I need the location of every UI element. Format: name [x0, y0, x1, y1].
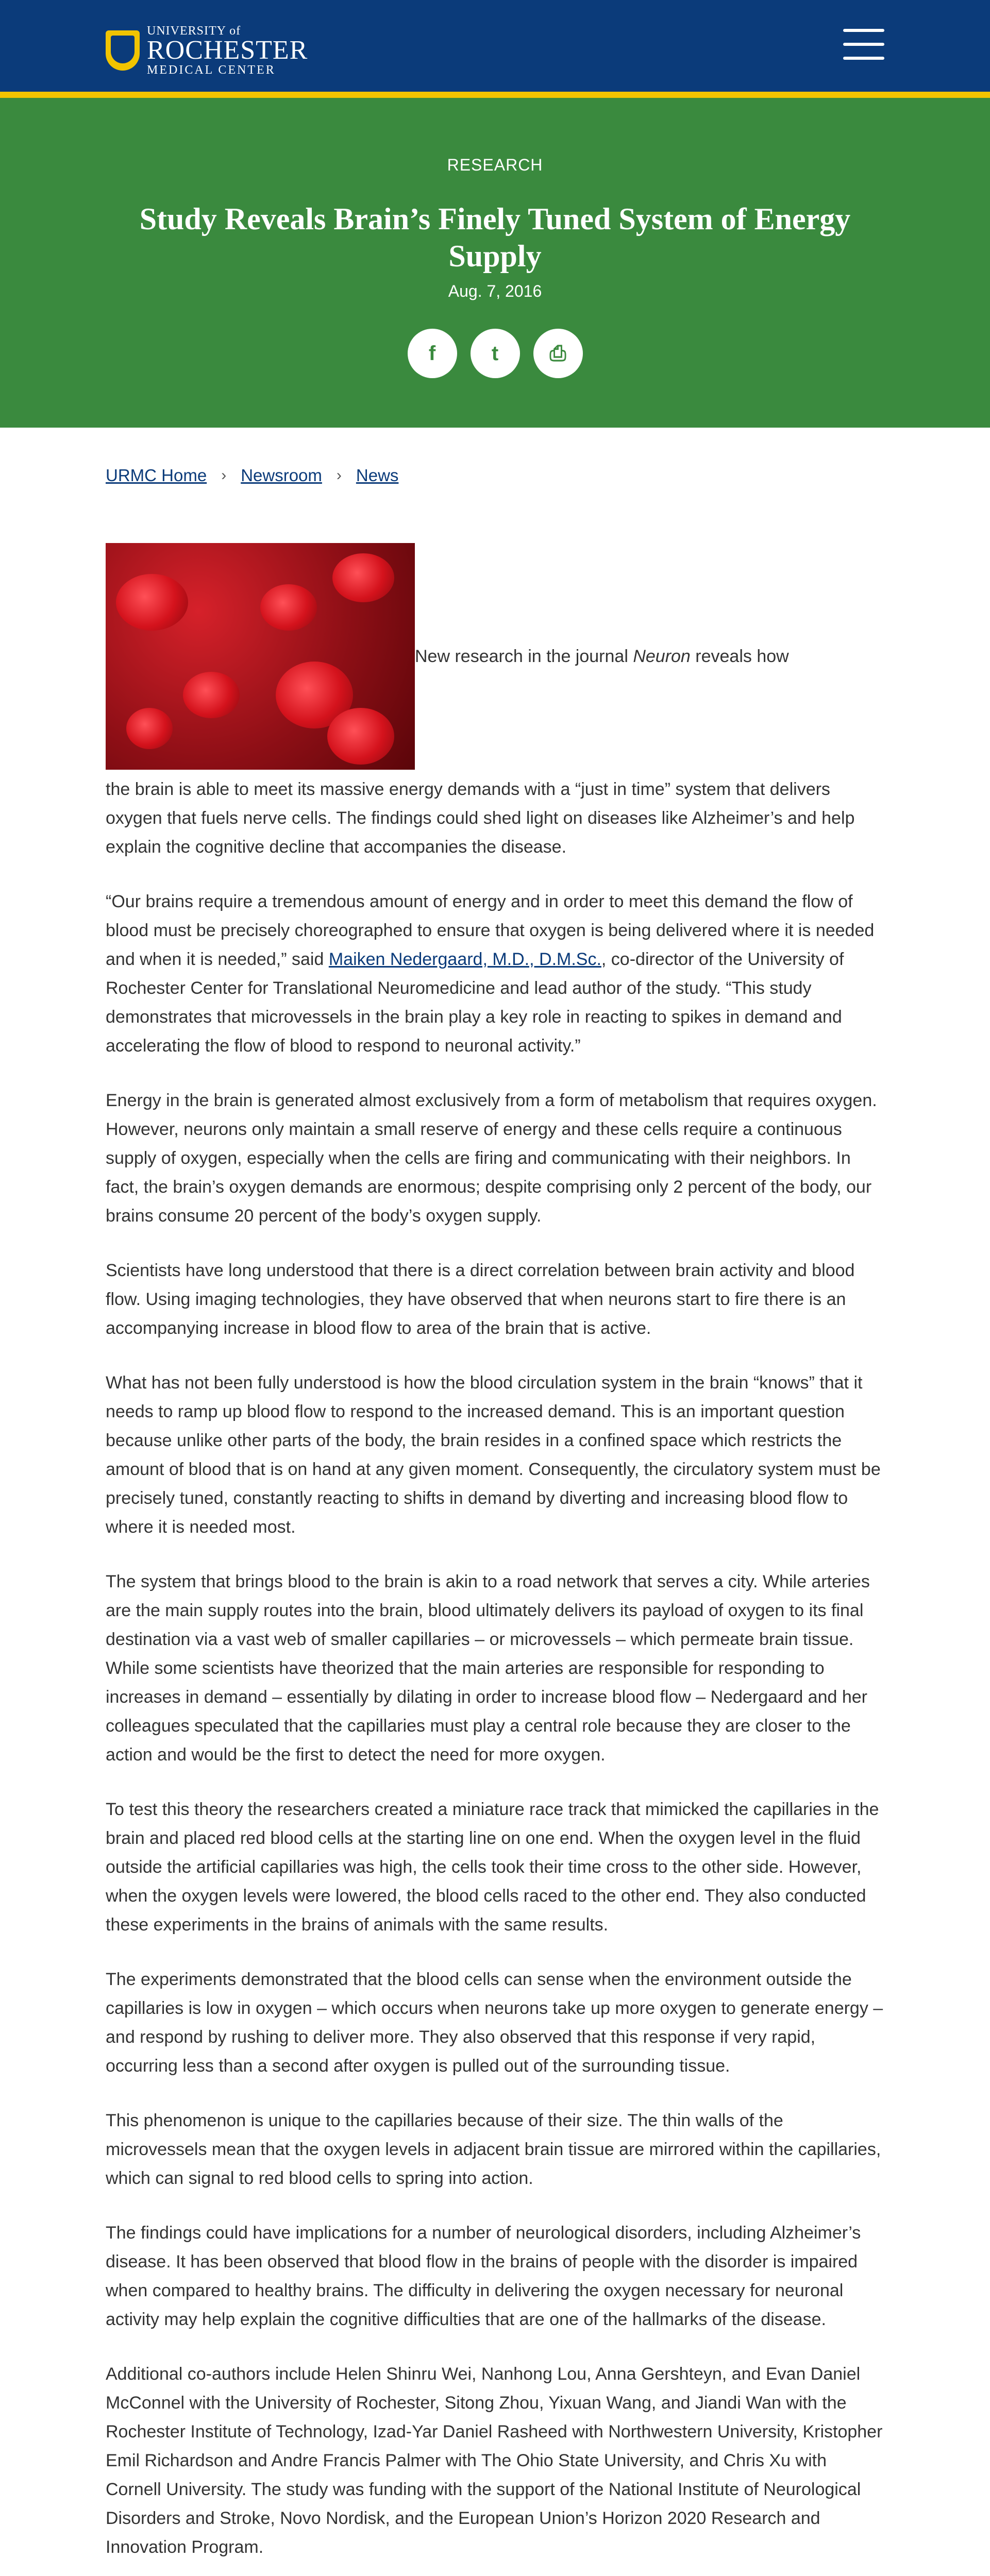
- lead-paragraph: [106, 543, 884, 770]
- author-profile-link[interactable]: Maiken Nedergaard, M.D., D.M.Sc.: [328, 950, 601, 969]
- hamburger-icon[interactable]: [843, 29, 884, 60]
- lead-prefix: New research in the journal: [415, 647, 633, 666]
- article-paragraph: The findings could have implications for a number of neurological disorders, including Alzheimer’s disease. It has been observed that blood flow in the brains of people with the disorder is impaired when compared to healthy brains. The difficulty in delivering the oxygen necessary for neuronal activity may help explain the cognitive difficulties that are one of the hallmarks of the disease.: [106, 2223, 861, 2329]
- quote-text-continued: , co-director of the University of Rochester Center for Translational Neuromedicine and lead author of the study. “This study demonstrates that microvessels in the brain play a key role in reacting to spikes in demand and accelerating the flow of blood to respond to neuronal activity.”: [106, 950, 844, 1056]
- breadcrumb-home-link[interactable]: URMC Home: [106, 466, 207, 485]
- hero-banner: [0, 98, 990, 428]
- publish-date: Aug. 7, 2016: [448, 282, 542, 300]
- breadcrumb-news-link[interactable]: News: [356, 466, 399, 485]
- article-paragraph: The system that brings blood to the brain is akin to a road network that serves a city. While arteries are the main supply routes into the brain, blood ultimately delivers its payload of oxygen to its final destination via a vast web of smaller capillaries – or microvessels – which permeate brain tissue. While some scientists have theorized that the main arteries are responsible for responding to increases in demand – essentially by dilating in order to increase blood flow – Nedergaard and her colleagues speculated that the capillaries must play a central role because they are closer to the action and would be the first to detect the need for more oxygen.: [106, 1572, 870, 1765]
- lead-text: [415, 642, 789, 671]
- breadcrumb-newsroom-link[interactable]: Newsroom: [241, 466, 322, 485]
- logo-wordmark: [147, 25, 308, 76]
- logo-line-medical-center: MEDICAL CENTER: [147, 63, 276, 77]
- article-paragraph: This phenomenon is unique to the capillaries because of their size. The thin walls of the microvessels mean that the oxygen levels in adjacent brain tissue are mirrored within the capillaries, which can signal to red blood cells to spring into action.: [106, 2111, 881, 2188]
- article-paragraph: Energy in the brain is generated almost exclusively from a form of metabolism that requires oxygen. However, neurons only maintain a small reserve of energy and these cells require a continuous supply of oxygen, especially when the cells are firing and communicating with their neighbors. In fact, the brain’s oxygen demands are enormous; despite comprising only 2 percent of the body, our brains consume 20 percent of the body’s oxygen supply.: [106, 1091, 877, 1226]
- page-title: Study Reveals Brain’s Finely Tuned System of Energy Supply: [139, 202, 851, 273]
- breadcrumb: [106, 466, 884, 485]
- lead-suffix: reveals how: [690, 647, 789, 666]
- article-paragraph: [106, 887, 884, 1060]
- logo-line-university: UNIVERSITY of: [147, 24, 241, 38]
- article-paragraph: To test this theory the researchers created a miniature race track that mimicked the capillaries in the brain and placed red blood cells at the starting line on one end. When the oxygen level in the fluid outside the artificial capillaries was high, the cells took their time cross to the other side. However, when the oxygen levels were lowered, the blood cells raced to the other end. They also conducted these experiments in the brains of animals with the same results.: [106, 1800, 879, 1935]
- article-paragraph: What has not been fully understood is how the blood circulation system in the brain “knows” that it needs to ramp up blood flow to respond to the increased demand. This is an important question because unlike other parts of the body, the brain resides in a confined space which restricts the amount of blood that is on hand at any given moment. Consequently, the circulatory system must be precisely tuned, constantly reacting to shifts in demand by diverting and increasing blood flow to where it is needed most.: [106, 1373, 881, 1537]
- chevron-right-icon: ›: [221, 467, 227, 484]
- article-body: [106, 543, 884, 2576]
- print-icon[interactable]: ⎙: [533, 329, 583, 378]
- site-header: [0, 0, 990, 98]
- logo-line-rochester: ROCHESTER: [147, 36, 308, 65]
- facebook-icon[interactable]: f: [408, 329, 457, 378]
- article-paragraph: Scientists have long understood that there is a direct correlation between brain activity and blood flow. Using imaging technologies, they have observed that when neurons start to fire there is an accompanying increase in blood flow to area of the brain that is active.: [106, 1261, 855, 1338]
- article-paragraph: Additional co-authors include Helen Shinru Wei, Nanhong Lou, Anna Gershteyn, and Evan Daniel McConnel with the University of Rochester, Sitong Zhou, Yixuan Wang, and Jiandi Wan with the Rochester Institute of Technology, Izad-Yar Daniel Rasheed with Northwestern University, Kristopher Emil Richardson and Andre Francis Palmer with The Ohio State University, and Chris Xu with Cornell University. The study was funding with the support of the National Institute of Neurological Disorders and Stroke, Novo Nordisk, and the European Union’s Horizon 2020 Research and Innovation Program.: [106, 2364, 883, 2557]
- university-shield-icon: [106, 30, 140, 71]
- article-paragraph: the brain is able to meet its massive energy demands with a “just in time” system that delivers oxygen that fuels nerve cells. The findings could shed light on diseases like Alzheimer’s and help explain the cognitive decline that accompanies the disease.: [106, 779, 855, 857]
- share-buttons: [0, 329, 990, 378]
- twitter-icon[interactable]: t: [471, 329, 520, 378]
- urmc-logo[interactable]: [106, 25, 308, 76]
- menu-bar: [843, 57, 884, 60]
- main-content: [106, 428, 884, 2576]
- menu-bar: [843, 29, 884, 32]
- chevron-right-icon: ›: [336, 467, 342, 484]
- red-blood-cells-image: [106, 543, 415, 770]
- section-kicker: RESEARCH: [447, 156, 543, 174]
- quote-text: “Our brains require a tremendous amount of energy and in order to meet this demand the flow of blood must be precisely choreographed to ensure that oxygen is being delivered where it is needed and when it is needed,” said: [106, 892, 875, 969]
- journal-name: Neuron: [633, 647, 691, 666]
- article-paragraph: The experiments demonstrated that the blood cells can sense when the environment outside the capillaries is low in oxygen – which occurs when neurons take up more oxygen to generate energy – and respond by rushing to deliver more. They also observed that this response if very rapid, occurring less than a second after oxygen is pulled out of the surrounding tissue.: [106, 1970, 883, 2076]
- menu-bar: [843, 43, 884, 46]
